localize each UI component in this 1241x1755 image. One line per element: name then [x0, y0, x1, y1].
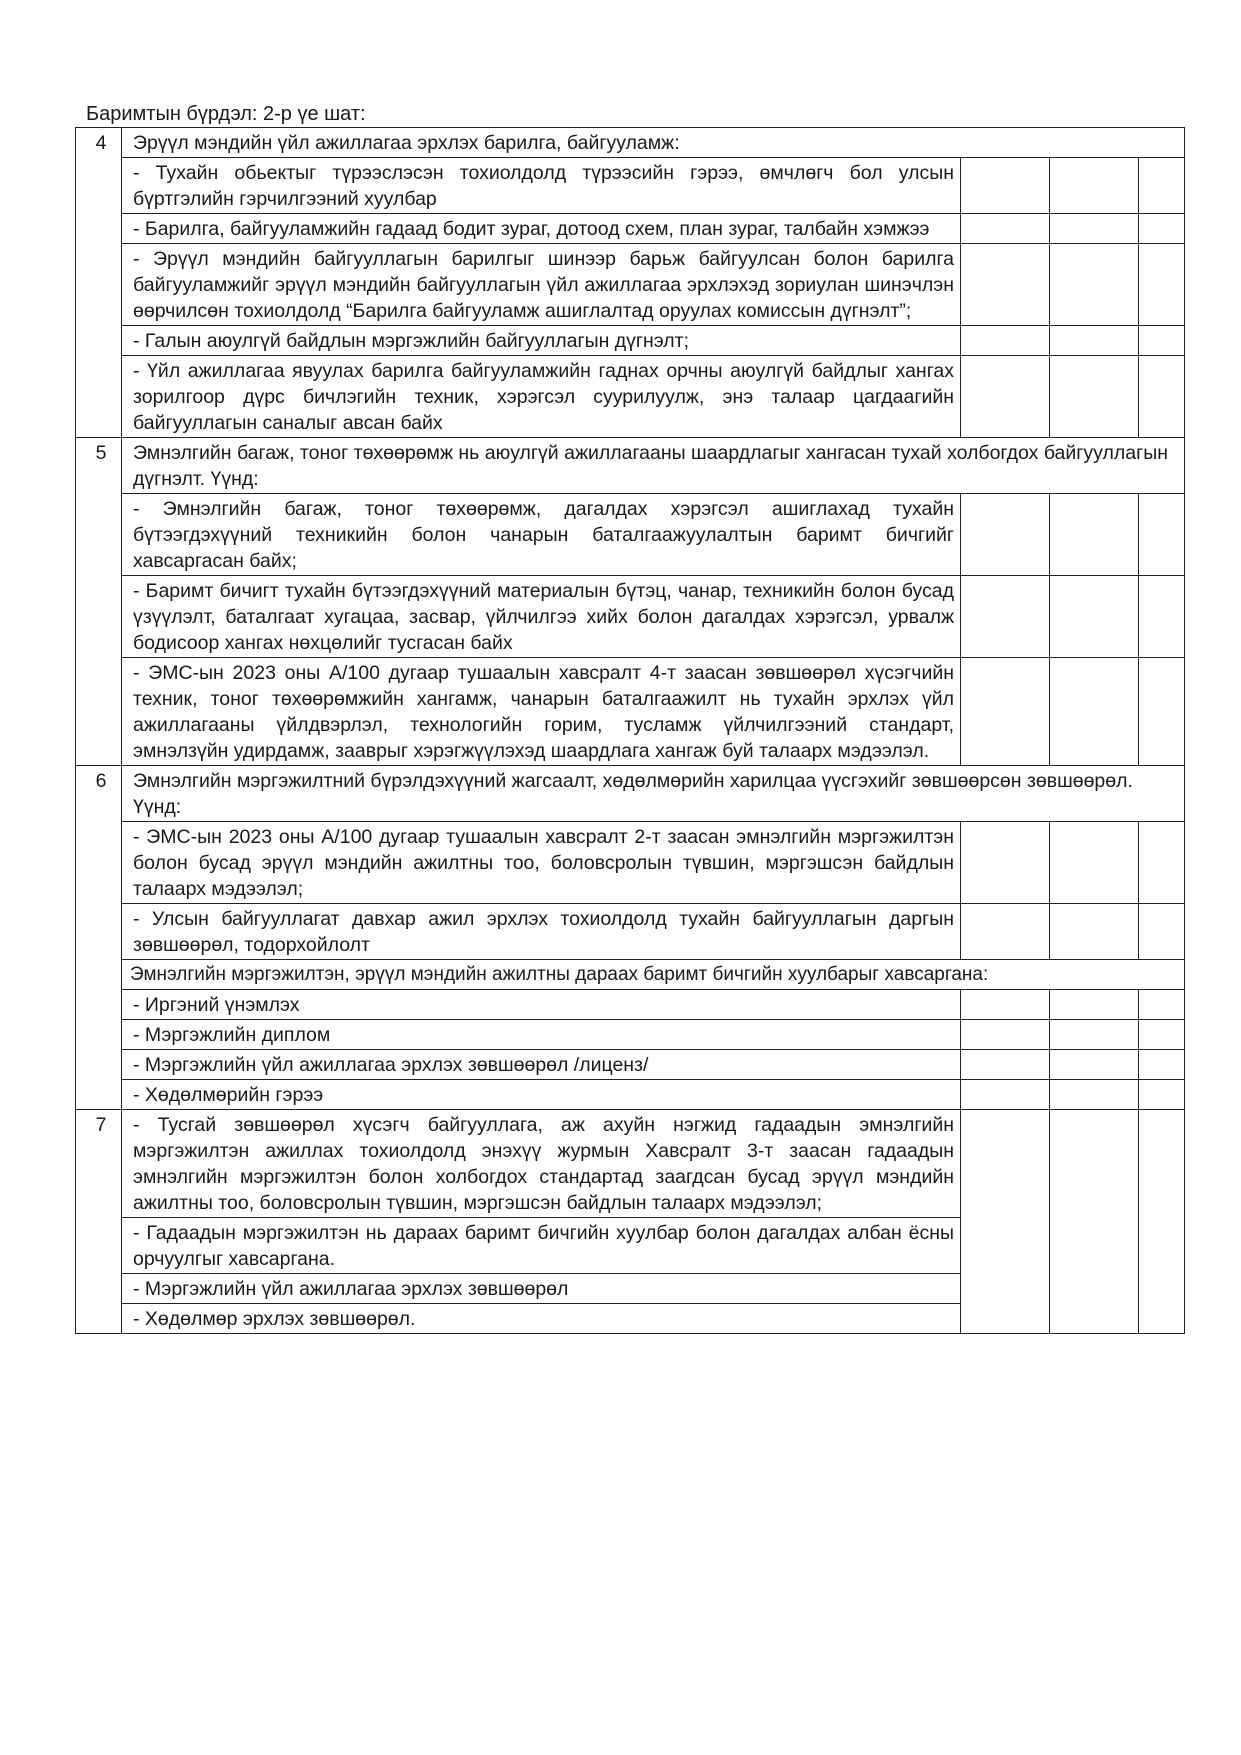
check-cell	[1139, 1080, 1185, 1110]
requirement-text: - Галын аюулгүй байдлын мэргэжлийн байгууллагын дүгнэлт;	[122, 326, 961, 356]
check-cell	[1139, 214, 1185, 244]
check-cell	[1139, 356, 1185, 438]
requirement-text: - Иргэний үнэмлэх	[122, 990, 961, 1020]
check-cell	[961, 1050, 1050, 1080]
table-row	[76, 356, 1185, 438]
check-cell	[961, 214, 1050, 244]
requirement-text: - Тухайн обьектыг түрээслэсэн тохиолдолд түрээсийн гэрээ, өмчлөгч бол улсын бүртгэлийн гэрчилгээний хуулбар	[122, 158, 961, 214]
table-row	[76, 576, 1185, 658]
table-row	[76, 904, 1185, 960]
section-5-title-row	[76, 438, 1185, 494]
requirement-text: - Гадаадын мэргэжилтэн нь дараах баримт бичгийн хуулбар болон дагалдах албан ёсны орчуулгыг хавсаргана.	[122, 1218, 961, 1274]
table-row	[76, 214, 1185, 244]
check-cell	[1050, 904, 1139, 960]
check-cell	[961, 1020, 1050, 1050]
requirement-text: - Эрүүл мэндийн байгууллагын барилгыг шинээр барьж байгуулсан болон барилга байгууламжийг эрүүл мэндийн байгууллагын үйл ажиллагаа эрхлэхэд зориулан шинэчлэн өөрчилсөн тохиолдолд “Барилга байгууламж ашиглалтад оруулах комиссын дүгнэлт”;	[122, 244, 961, 326]
requirement-text: - Улсын байгууллагат давхар ажил эрхлэх тохиолдолд тухайн байгууллагын даргын зөвшөөрөл, тодорхойлолт	[122, 904, 961, 960]
table-row	[76, 960, 1185, 990]
section-6-title-row	[76, 766, 1185, 822]
check-cell	[961, 904, 1050, 960]
requirement-text: - Эмнэлгийн багаж, тоног төхөөрөмж, дагалдах хэрэгсэл ашиглахад тухайн бүтээгдэхүүний техникийн болон чанарын баталгаажуулалтын баримт бичгийг хавсаргасан байх;	[122, 494, 961, 576]
table-row	[76, 822, 1185, 904]
check-cell	[961, 822, 1050, 904]
table-row	[76, 990, 1185, 1020]
table-row	[76, 1020, 1185, 1050]
table-row	[76, 658, 1185, 766]
check-cell	[961, 1110, 1050, 1334]
requirement-text: - Тусгай зөвшөөрөл хүсэгч байгууллага, аж ахуйн нэгжид гадаадын эмнэлгийн мэргэжилтэн ажиллах тохиолдолд энэхүү журмын Хавсралт 3-т заасан гадаадын эмнэлгийн мэргэжилтэн болон холбогдох стандартад заагдсан бусад эрүүл мэндийн ажилтны тоо, боловсролын түвшин, мэргэшсэн байдлын талаарх мэдээлэл;	[122, 1110, 961, 1218]
section-number: 4	[76, 128, 122, 158]
check-cell	[1139, 494, 1185, 576]
table-row	[76, 244, 1185, 326]
check-cell	[1139, 658, 1185, 766]
section-title: Эмнэлгийн мэргэжилтний бүрэлдэхүүний жагсаалт, хөдөлмөрийн харилцаа үүсгэхийг зөвшөөрсөн зөвшөөрөл. Үүнд:	[122, 766, 1185, 822]
page-heading: Баримтын бүрдэл: 2-р үе шат:	[86, 103, 366, 125]
check-cell	[961, 158, 1050, 214]
table-row	[76, 1110, 1185, 1218]
check-cell	[961, 494, 1050, 576]
check-cell	[961, 990, 1050, 1020]
section-title: Эрүүл мэндийн үйл ажиллагаа эрхлэх барилга, байгууламж:	[122, 128, 1185, 158]
requirement-text: - Баримт бичигт тухайн бүтээгдэхүүний материалын бүтэц, чанар, техникийн болон бусад үзүүлэлт, баталгаат хугацаа, засвар, үйлчилгээ хийх болон дагалдах хэрэгсэл, урвалж бодисоор хангах нөхцөлийг тусгасан байх	[122, 576, 961, 658]
check-cell	[961, 576, 1050, 658]
section-title: Эмнэлгийн багаж, тоног төхөөрөмж нь аюулгүй ажиллагааны шаардлагыг хангасан тухай холбогдох байгууллагын дүгнэлт. Үүнд:	[122, 438, 1185, 494]
check-cell	[1139, 904, 1185, 960]
check-cell	[1139, 244, 1185, 326]
check-cell	[1050, 1080, 1139, 1110]
section-number: 6	[76, 766, 122, 822]
requirement-text: - Мэргэжлийн диплом	[122, 1020, 961, 1050]
requirement-text: - Мэргэжлийн үйл ажиллагаа эрхлэх зөвшөөрөл /лиценз/	[122, 1050, 961, 1080]
requirement-text: - Барилга, байгууламжийн гадаад бодит зураг, дотоод схем, план зураг, талбайн хэмжээ	[122, 214, 961, 244]
check-cell	[1050, 822, 1139, 904]
check-cell	[1050, 1020, 1139, 1050]
check-cell	[1139, 1110, 1185, 1334]
section-number: 5	[76, 438, 122, 494]
check-cell	[1139, 1020, 1185, 1050]
check-cell	[961, 244, 1050, 326]
requirement-text: - ЭМС-ын 2023 оны А/100 дугаар тушаалын хавсралт 4-т заасан зөвшөөрөл хүсэгчийн техник, тоног төхөөрөмжийн хангамж, чанарын баталгаажилт нь тухайн эрхлэх үйл ажиллагааны үйлдвэрлэл, технологийн горим, тусламж үйлчилгээний стандарт, эмнэлзүйн удирдамж, зааврыг хэрэгжүүлэхэд шаардлага хангаж буй талаарх мэдээлэл.	[122, 658, 961, 766]
check-cell	[1050, 1110, 1139, 1334]
section-4-title-row	[76, 128, 1185, 158]
table-row	[76, 158, 1185, 214]
table-row	[76, 1080, 1185, 1110]
check-cell	[961, 326, 1050, 356]
check-cell	[1050, 494, 1139, 576]
check-cell	[1139, 990, 1185, 1020]
check-cell	[1139, 1050, 1185, 1080]
check-cell	[1050, 326, 1139, 356]
check-cell	[1050, 658, 1139, 766]
check-cell	[1139, 822, 1185, 904]
requirement-text: - Хөдөлмөр эрхлэх зөвшөөрөл.	[122, 1304, 961, 1334]
table-row	[76, 494, 1185, 576]
check-cell	[1050, 158, 1139, 214]
check-cell	[1050, 214, 1139, 244]
check-cell	[1050, 244, 1139, 326]
requirement-text: - Үйл ажиллагаа явуулах барилга байгууламжийн гаднах орчны аюулгүй байдлыг хангах зорилгоор дүрс бичлэгийн техник, хэрэгсэл суурилуулж, энэ талаар цагдаагийн байгууллагын саналыг авсан байх	[122, 356, 961, 438]
requirement-text: - ЭМС-ын 2023 оны А/100 дугаар тушаалын хавсралт 2-т заасан эмнэлгийн мэргэжилтэн болон бусад эрүүл мэндийн ажилтны тоо, боловсролын түвшин, мэргэшсэн байдлын талаарх мэдээлэл;	[122, 822, 961, 904]
requirement-text: - Мэргэжлийн үйл ажиллагаа эрхлэх зөвшөөрөл	[122, 1274, 961, 1304]
requirements-table	[75, 127, 1185, 1334]
check-cell	[961, 658, 1050, 766]
check-cell	[1050, 990, 1139, 1020]
check-cell	[1050, 1050, 1139, 1080]
check-cell	[1050, 576, 1139, 658]
check-cell	[1050, 356, 1139, 438]
check-cell	[1139, 576, 1185, 658]
table-row	[76, 1050, 1185, 1080]
section-subheading: Эмнэлгийн мэргэжилтэн, эрүүл мэндийн ажилтны дараах баримт бичгийн хуулбарыг хавсаргана:	[122, 960, 1185, 990]
section-number: 7	[76, 1110, 122, 1334]
check-cell	[961, 356, 1050, 438]
table-row	[76, 326, 1185, 356]
requirement-text: - Хөдөлмөрийн гэрээ	[122, 1080, 961, 1110]
check-cell	[1139, 326, 1185, 356]
check-cell	[1139, 158, 1185, 214]
check-cell	[961, 1080, 1050, 1110]
